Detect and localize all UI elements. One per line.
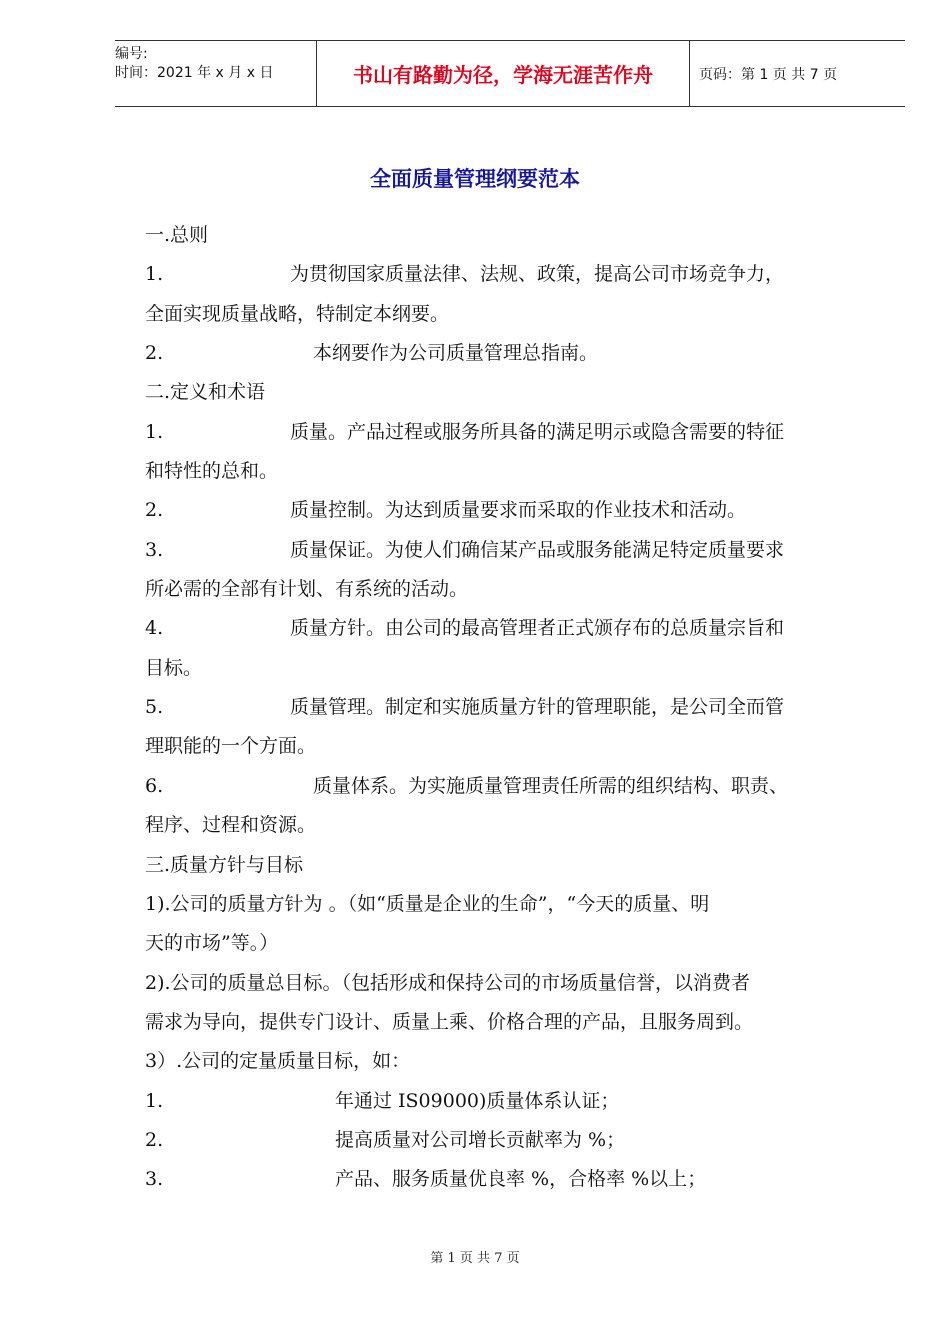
item-text: 3）.公司的定量质量目标，如： <box>145 1050 411 1073</box>
item-text: 提高质量对公司增长贡献率为 %； <box>335 1128 626 1151</box>
item-number: 3. <box>145 538 164 561</box>
header-meta <box>115 41 316 106</box>
paragraph-line <box>145 964 875 1003</box>
item-text: 年通过 IS09000)质量体系认证； <box>335 1089 620 1112</box>
item-text: 理职能的一个方面。 <box>145 735 317 758</box>
document-body <box>145 216 875 1200</box>
item-text: 质量管理。制定和实施质量方针的管理职能，是公司全而管 <box>290 696 785 719</box>
item-number: 3. <box>145 1168 164 1191</box>
item-text: 程序、过程和资源。 <box>145 814 317 837</box>
paragraph-line <box>145 452 875 491</box>
paragraph-line <box>145 1042 875 1081</box>
section-heading-text: 一.总则 <box>145 224 209 246</box>
paragraph-line <box>145 727 875 766</box>
item-number: 2. <box>145 499 164 522</box>
item-text: 质量方针。由公司的最高管理者正式颁存布的总质量宗旨和 <box>290 617 785 640</box>
item-text: 所必需的全部有计划、有系统的活动。 <box>145 578 469 601</box>
list-item <box>145 413 875 452</box>
item-text: 本纲要作为公司质量管理总指南。 <box>313 342 599 365</box>
list-item <box>145 1160 875 1199</box>
item-text: 质量。产品过程或服务所具备的满足明示或隐含需要的特征 <box>290 420 785 443</box>
section-heading-text: 二.定义和术语 <box>145 381 266 404</box>
time-label: 时间：2021 年 x 月 x 日 <box>115 65 274 81</box>
item-number: 2. <box>145 1128 164 1151</box>
item-number: 1. <box>145 263 164 286</box>
document-title: 全面质量管理纲要范本 <box>370 167 580 191</box>
paragraph-line <box>145 1003 875 1042</box>
page-info: 页码：第 1 页 共 7 页 <box>699 66 838 83</box>
list-item <box>145 1121 875 1160</box>
paragraph-line <box>145 570 875 609</box>
list-item <box>145 334 875 373</box>
item-text: 全面实现质量战略，特制定本纲要。 <box>145 302 450 325</box>
item-text: 目标。 <box>145 656 203 679</box>
item-number: 1. <box>145 420 164 443</box>
item-number: 1. <box>145 1089 164 1112</box>
paragraph-line <box>145 806 875 845</box>
header-page-cell <box>690 41 905 106</box>
section-heading <box>145 373 875 412</box>
paragraph-line <box>145 924 875 963</box>
section-heading <box>145 216 875 255</box>
item-number: 5. <box>145 696 164 719</box>
header-motto-cell <box>316 41 690 106</box>
item-text: 质量保证。为使人们确信某产品或服务能满足特定质量要求 <box>290 538 785 561</box>
item-text: 2).公司的质量总目标。（包括形成和保持公司的市场质量信誉，以消费者 <box>145 971 751 994</box>
item-text: 天的市场”等。） <box>145 932 279 955</box>
list-item <box>145 531 875 570</box>
motto: 书山有路勤为径，学海无涯苦作舟 <box>353 63 653 87</box>
item-text: 和特性的总和。 <box>145 460 279 483</box>
item-text: 需求为导向，提供专门设计、质量上乘、价格合理的产品，且服务周到。 <box>145 1010 754 1033</box>
paragraph-line <box>145 885 875 924</box>
section-heading <box>145 846 875 885</box>
paragraph-line <box>145 295 875 334</box>
list-item <box>145 688 875 727</box>
list-item <box>145 609 875 648</box>
section-heading-text: 三.质量方针与目标 <box>145 853 304 876</box>
item-text: 质量体系。为实施质量管理责任所需的组织结构、职责、 <box>313 774 789 797</box>
item-text: 1).公司的质量方针为 。（如“质量是企业的生命”，“今天的质量、明 <box>145 892 710 915</box>
item-text: 为贯彻国家质量法律、法规、政策，提高公司市场竞争力， <box>290 263 785 286</box>
list-item <box>145 1082 875 1121</box>
item-text: 质量控制。为达到质量要求而采取的作业技术和活动。 <box>290 499 747 522</box>
page-header <box>115 40 905 107</box>
paragraph-line <box>145 649 875 688</box>
page-footer: 第 1 页 共 7 页 <box>430 1251 520 1266</box>
serial-number-label: 编号: <box>115 46 148 62</box>
list-item <box>145 491 875 530</box>
item-number: 2. <box>145 342 164 365</box>
list-item <box>145 255 875 294</box>
item-number: 6. <box>145 774 164 797</box>
list-item <box>145 767 875 806</box>
item-text: 产品、服务质量优良率 %，合格率 %以上； <box>335 1168 707 1191</box>
item-number: 4. <box>145 617 164 640</box>
